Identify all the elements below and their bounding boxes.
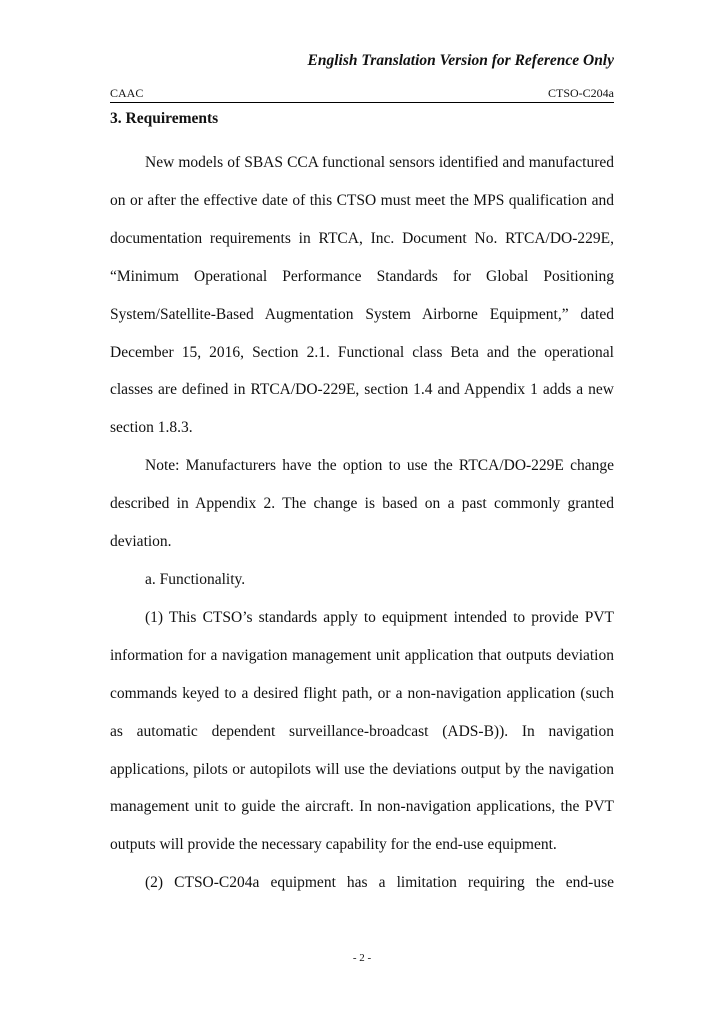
paragraph-item-2: (2) CTSO-C204a equipment has a limitation requiring the end-use bbox=[145, 874, 614, 892]
paragraph-note: Note: Manufacturers have the option to use the RTCA/DO-229E change described in Appendix 2. The change is based on a past commonly granted deviation. bbox=[110, 457, 614, 551]
page-number: - 2 - bbox=[352, 952, 372, 964]
header-doc-id: CTSO-C204a bbox=[548, 86, 614, 100]
paragraph-functionality-heading: a. Functionality. bbox=[145, 570, 246, 588]
running-header bbox=[110, 86, 614, 103]
paragraph-item-1: (1) This CTSO’s standards apply to equipment intended to provide PVT information for a navigation management unit application that outputs deviation commands keyed to a desired flight path, or a non-navigation application (such as automatic dependent surveillance-broadcast (ADS-B)). In navigation applications, pilots or autopilots will use the deviations output by the navigation management unit to guide the aircraft. In non-navigation applications, the PVT outputs will provide the necessary capability for the end-use equipment. bbox=[110, 608, 614, 854]
section-heading: 3. Requirements bbox=[110, 110, 219, 127]
paragraph-requirements: New models of SBAS CCA functional sensors identified and manufactured on or after the effective date of this CTSO must meet the MPS qualification and documentation requirements in RTCA, Inc. Document No. RTCA/DO-229E, “Minimum Operational Performance Standards for Global Positioning System/Satellite-Based Augmentation System Airborne Equipment,” dated December 15, 2016, Section 2.1. Functional class Beta and the operational classes are defined in RTCA/DO-229E, section 1.4 and Appendix 1 adds a new section 1.8.3. bbox=[110, 154, 614, 437]
body-text bbox=[110, 144, 614, 902]
translation-banner: English Translation Version for Reference Only bbox=[307, 52, 614, 69]
header-org: CAAC bbox=[110, 86, 144, 100]
